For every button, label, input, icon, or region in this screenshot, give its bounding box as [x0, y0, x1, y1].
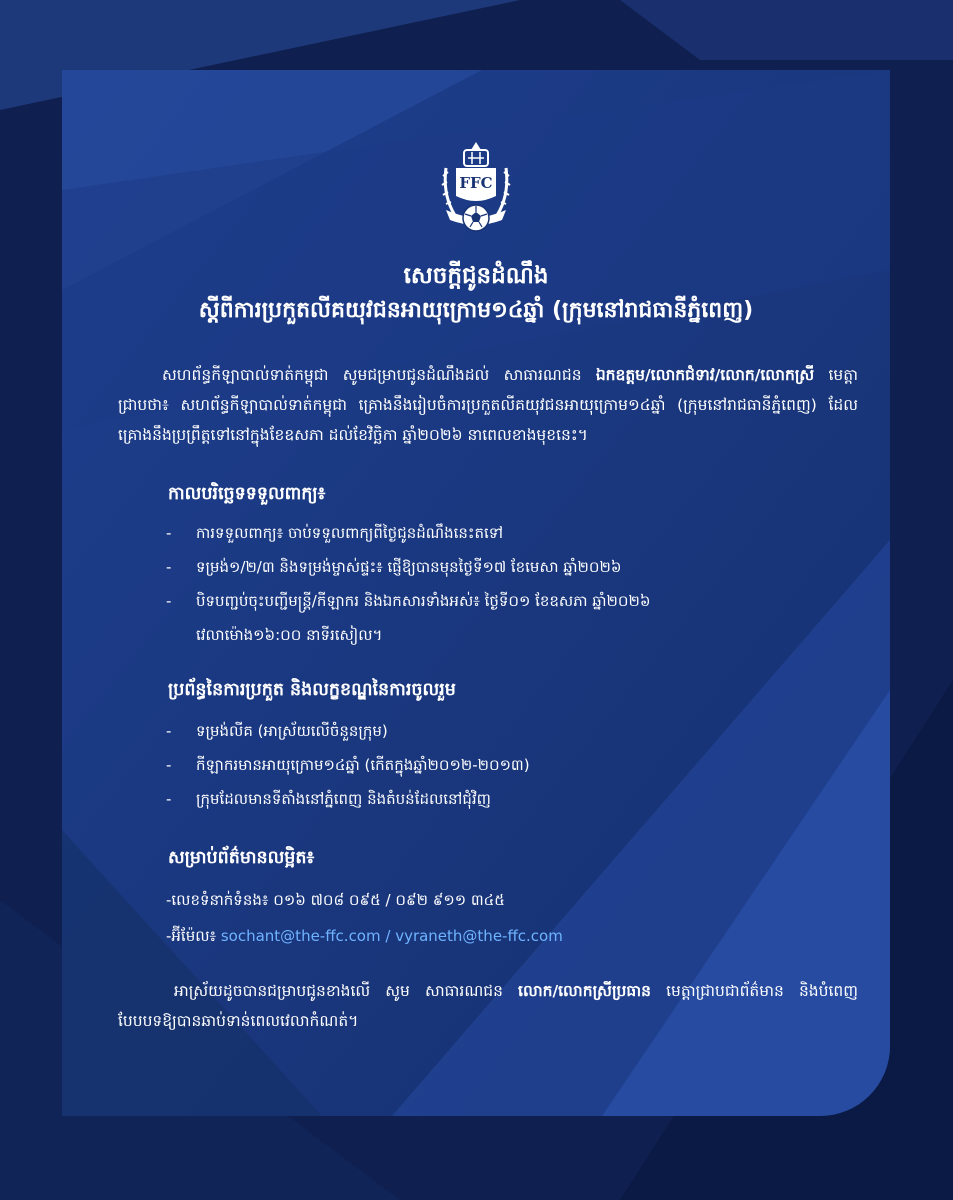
notice-subtitle: ស្តីពីការប្រកួតលីគយុវជនអាយុក្រោម១៤ឆ្នាំ (ក្រុមនៅរាជធានីភ្នំពេញ): [198, 298, 754, 323]
intro-bold-addressee: ឯកឧត្តម/លោកជំទាវ/លោក/លោកស្រី: [595, 366, 815, 384]
list-item: - ទម្រង់១/២/៣ និងទម្រង់ម្ចាស់ផ្ទះ៖ ផ្ញើឱ្យបានមុនថ្ងៃទី១៧ ខែមេសា ឆ្នាំ២០២៦: [166, 558, 622, 576]
email-link[interactable]: sochant@the-ffc.com / vyraneth@the-ffc.com: [220, 927, 563, 945]
contact-phone: [166, 882, 563, 918]
list-item-text: វេលាម៉ោង១៦:០០ នាទីរសៀល។: [196, 626, 383, 644]
phone-label: -លេខទំនាក់ទំនង៖: [166, 891, 274, 909]
list-item-text: ក្រុមដែលមានទីតាំងនៅភ្នំពេញ និងតំបន់ដែលនៅជុំវិញ: [196, 790, 491, 808]
section-heading-competition-system: ប្រព័ន្ធនៃការប្រកួត និងលក្ខខណ្ឌនៃការចូលរួម: [168, 680, 456, 700]
list-item-text: ទម្រង់លីគ (អាស្រ័យលើចំនួនក្រុម): [196, 722, 388, 740]
list-item: - ក្រុមដែលមានទីតាំងនៅភ្នំពេញ និងតំបន់ដែលនៅជុំវិញ: [166, 790, 491, 808]
contact-email: [166, 918, 563, 954]
list-item-text: ការទទួលពាក្យ៖ ចាប់ទទួលពាក្យពីថ្ងៃជូនដំណឹងនេះតទៅ: [196, 524, 504, 542]
list-item-text: កីឡាករមានអាយុក្រោម១៤ឆ្នាំ (កើតក្នុងឆ្នាំ២០១២-២០១៣): [196, 756, 530, 774]
list-item: - កីឡាករមានអាយុក្រោម១៤ឆ្នាំ (កើតក្នុងឆ្នាំ២០១២-២០១៣): [166, 756, 530, 774]
list-item: - បិទបញ្ជប់ចុះបញ្ជីមន្រ្តី/កីឡាករ និងឯកសារទាំងអស់៖ ថ្ងៃទី០១ ខែឧសភា ឆ្នាំ២០២៦: [166, 592, 651, 610]
email-label: -អ៊ីម៉ែល៖: [166, 927, 221, 945]
closing-bold-addressee: លោក/លោកស្រីប្រធាន: [518, 982, 651, 1000]
notice-title: សេចក្តីជូនដំណឹង: [403, 263, 549, 289]
ffc-logo: [438, 138, 514, 234]
application-dates-list: [166, 516, 846, 652]
list-item-text: ទម្រង់១/២/៣ និងទម្រង់ម្ចាស់ផ្ទះ៖ ផ្ញើឱ្យបានមុនថ្ងៃទី១៧ ខែមេសា ឆ្នាំ២០២៦: [196, 558, 622, 576]
phone-value: ០១៦ ៧០៨ ០៩៥ / ០៩២ ៩១១ ៣៤៥: [273, 891, 505, 909]
closing-paragraph: [118, 976, 858, 1036]
closing-text-2: មេត្តាជ្រាបជាព័ត៌មាន និងបំពេញបែបបទឱ្យបានឆាប់ទាន់ពេលវេលាកំណត់។: [118, 982, 858, 1030]
list-item: - ទម្រង់លីគ (អាស្រ័យលើចំនួនក្រុម): [166, 722, 388, 740]
intro-text-2: មេត្តាជ្រាបថា៖ សហព័ន្ធកីឡាបាល់ទាត់កម្ពុជា គ្រោងនឹងរៀបចំការប្រកួតលីគយុវជនអាយុក្រោម១៤ឆ្នាំ (ក្រុមនៅរាជធានីភ្នំពេញ) ដែលគ្រោងនឹងប្រព្រឹត្តទៅនៅក្នុងខែឧសភា ដល់ខែវិច្ឆិកា ឆ្នាំ២០២៦ នាពេលខាងមុខនេះ។: [118, 366, 858, 444]
contact-info: [166, 882, 563, 954]
list-item: - ការទទួលពាក្យ៖ ចាប់ទទួលពាក្យពីថ្ងៃជូនដំណឹងនេះតទៅ: [166, 524, 504, 542]
svg-text:FFC: FFC: [459, 174, 493, 192]
competition-conditions-list: [166, 714, 846, 816]
list-item-text: បិទបញ្ជប់ចុះបញ្ជីមន្រ្តី/កីឡាករ និងឯកសារទាំងអស់៖ ថ្ងៃទី០១ ខែឧសភា ឆ្នាំ២០២៦: [196, 592, 651, 610]
closing-text-1: អាស្រ័យដូចបានជម្រាបជូនខាងលើ សូម សាធារណជន: [174, 982, 519, 1000]
intro-text-1: សហព័ន្ធកីឡាបាល់ទាត់កម្ពុជា សូមជម្រាបជូនដំណឹងដល់ សាធារណជន: [162, 366, 596, 384]
section-heading-contact: សម្រាប់ព័ត៌មានលម្អិត៖: [168, 848, 315, 868]
notice-card: [62, 70, 890, 1116]
list-item-continuation: [166, 618, 846, 652]
intro-paragraph: [118, 360, 858, 450]
section-heading-application-dates: កាលបរិច្ឆេទទទួលពាក្យ៖: [168, 484, 326, 504]
